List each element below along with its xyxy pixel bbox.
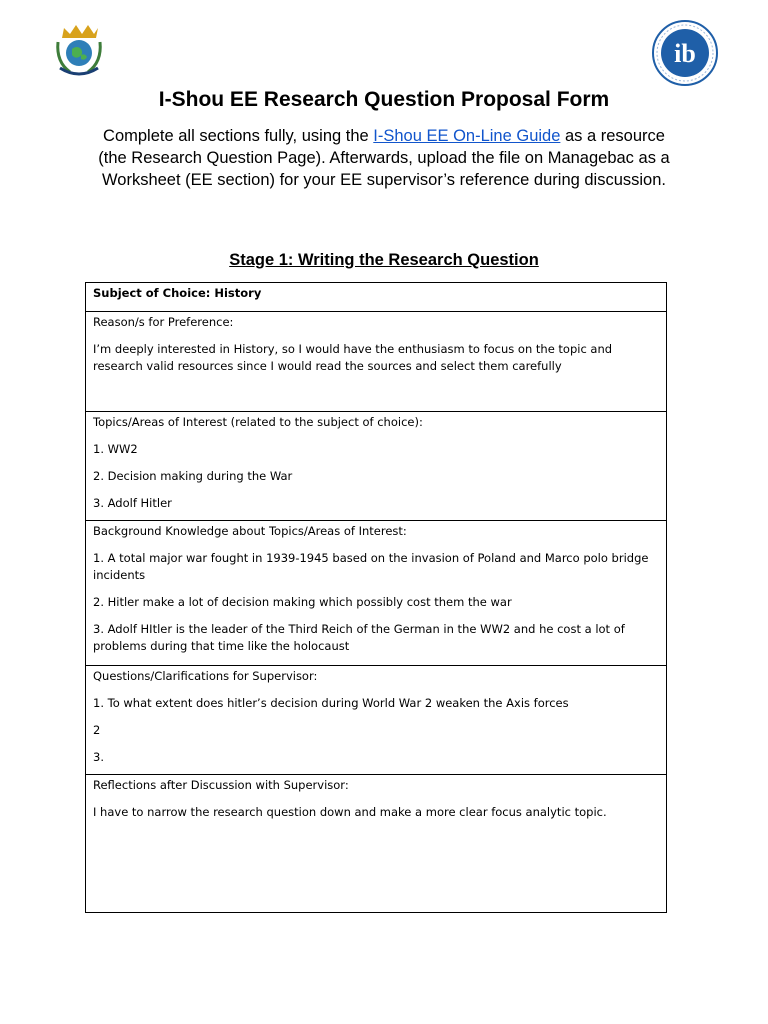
reflections-cell[interactable] bbox=[86, 775, 667, 913]
ib-logo bbox=[650, 18, 720, 88]
question-item: 3. bbox=[93, 750, 104, 764]
school-crest-logo bbox=[50, 22, 108, 80]
page-title: I-Shou EE Research Question Proposal Form bbox=[158, 88, 610, 111]
topics-cell[interactable] bbox=[86, 412, 667, 521]
online-guide-link[interactable]: I-Shou EE On-Line Guide bbox=[373, 127, 561, 145]
proposal-form-table bbox=[85, 282, 667, 913]
reason-text: I’m deeply interested in History, so I would have the enthusiasm to focus on the topic and research valid resources since I would read the sources and select them carefully bbox=[93, 342, 613, 373]
ib-logo-text: ib bbox=[674, 39, 696, 68]
background-item: 1. A total major war fought in 1939-1945 based on the invasion of Poland and Marco polo bridge incidents bbox=[93, 551, 649, 582]
subject-of-choice: Subject of Choice: History bbox=[93, 286, 262, 300]
topic-item: 2. Decision making during the War bbox=[93, 469, 293, 483]
topic-item: 1. WW2 bbox=[93, 442, 138, 456]
stage-heading: Stage 1: Writing the Research Question bbox=[229, 251, 539, 269]
question-item: 2 bbox=[93, 723, 101, 737]
background-item: 2. Hitler make a lot of decision making which possibly cost them the war bbox=[93, 595, 512, 609]
reason-label: Reason/s for Preference: bbox=[93, 315, 234, 329]
reflections-label: Reflections after Discussion with Supervisor: bbox=[93, 778, 349, 792]
topics-label: Topics/Areas of Interest (related to the subject of choice): bbox=[93, 415, 423, 429]
questions-label: Questions/Clarifications for Supervisor: bbox=[93, 669, 318, 683]
intro-paragraph bbox=[92, 125, 676, 191]
intro-text-before-link: Complete all sections fully, using the bbox=[103, 127, 374, 145]
reason-cell[interactable] bbox=[86, 312, 667, 412]
question-item: 1. To what extent does hitler’s decision during World War 2 weaken the Axis forces bbox=[93, 696, 569, 710]
reflections-text: I have to narrow the research question down and make a more clear focus analytic topic. bbox=[93, 805, 607, 819]
topic-item: 3. Adolf Hitler bbox=[93, 496, 172, 510]
background-item: 3. Adolf HItler is the leader of the Third Reich of the German in the WW2 and he cost a lot of problems during that time like the holocaust bbox=[93, 622, 625, 653]
questions-cell[interactable] bbox=[86, 666, 667, 775]
subject-of-choice-cell bbox=[86, 283, 667, 312]
background-label: Background Knowledge about Topics/Areas of Interest: bbox=[93, 524, 407, 538]
intro-text-after-link: as a resource (the Research Question Page). Afterwards, upload the file on Managebac as a Worksheet (EE section) for your EE supervisor’s reference during discussion. bbox=[98, 127, 670, 189]
background-cell[interactable] bbox=[86, 521, 667, 666]
